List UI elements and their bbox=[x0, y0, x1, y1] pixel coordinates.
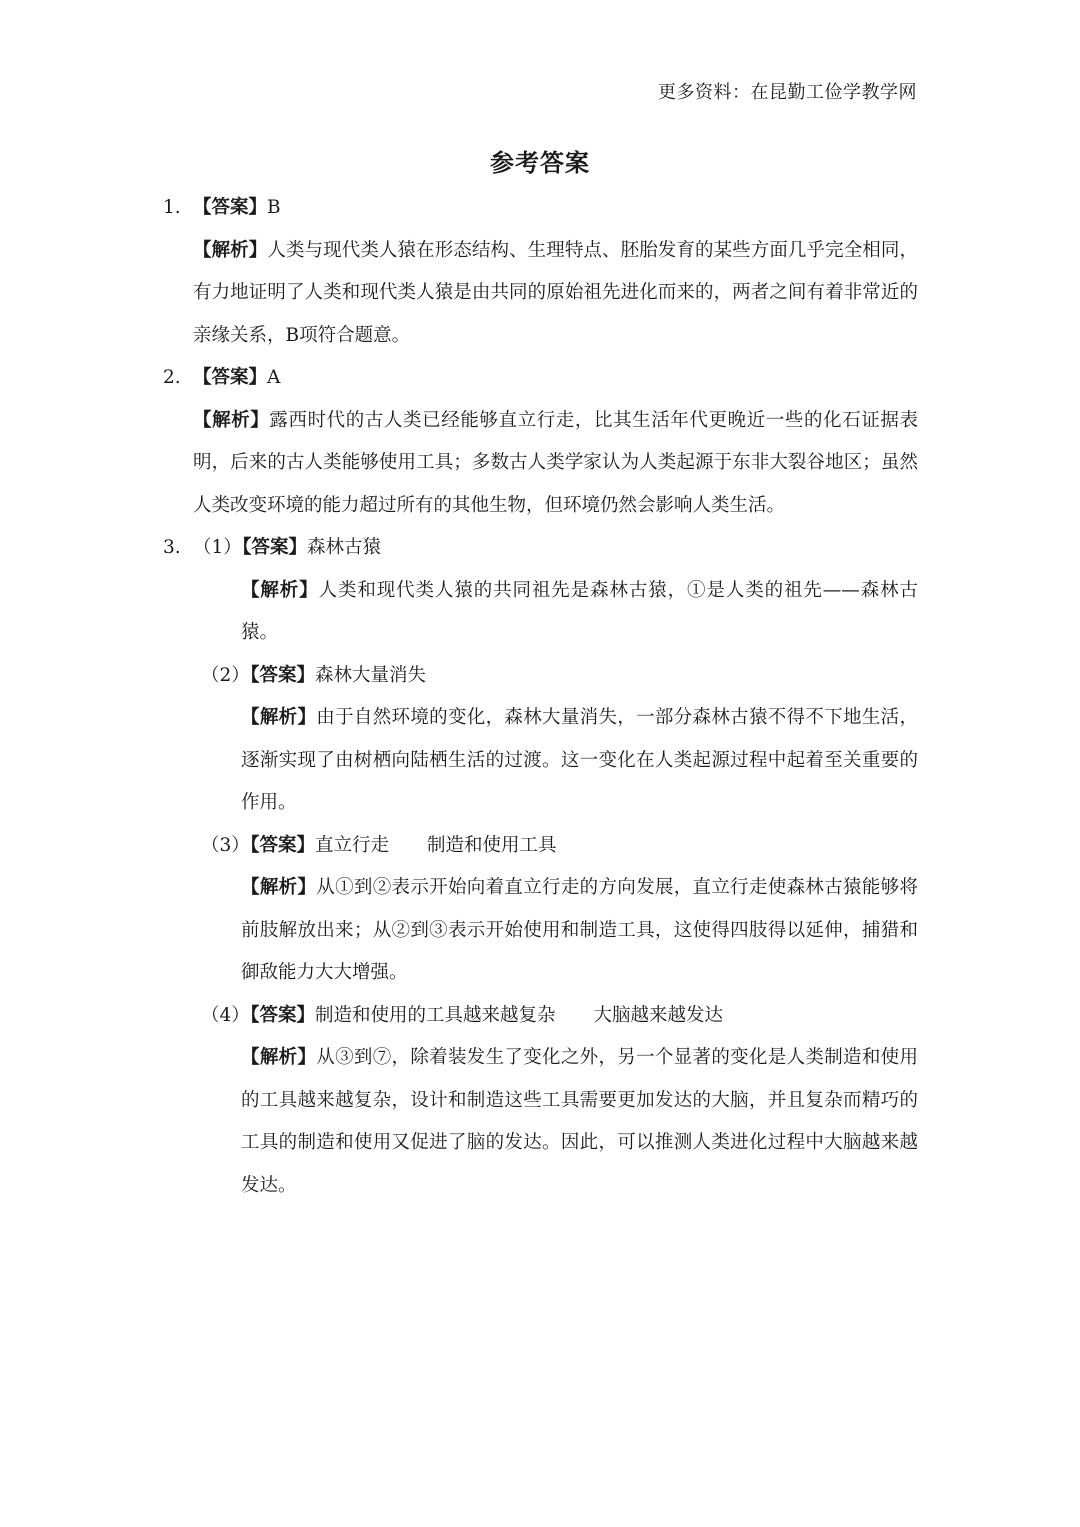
answer-label: 【答案】 bbox=[241, 664, 316, 686]
analysis-text: 由于自然环境的变化，森林大量消失，一部分森林古猿不得不下地生活，逐渐实现了由树栖向陆栖生活的过渡。这一变化在人类起源过程中起着至关重要的作用。 bbox=[241, 707, 918, 813]
sub-question-number: （2） bbox=[201, 664, 250, 686]
analysis-text: 从①到②表示开始向着直立行走的方向发展，直立行走使森林古猿能够将前肢解放出来；从②到③表示开始使用和制造工具，这使得四肢得以延伸，捕猎和御敌能力大大增强。 bbox=[241, 877, 918, 983]
question-1-answer-line bbox=[163, 187, 918, 230]
analysis-label: 【解析】 bbox=[193, 409, 270, 431]
analysis-label: 【解析】 bbox=[193, 239, 268, 261]
answer-label: 【答案】 bbox=[193, 367, 268, 388]
question-3-part-2-analysis bbox=[201, 697, 918, 825]
analysis-label: 【解析】 bbox=[241, 1047, 317, 1068]
question-number: 2. bbox=[163, 367, 181, 388]
question-3-part-4-analysis bbox=[201, 1037, 918, 1207]
answer-value: A bbox=[267, 367, 281, 388]
answer-value-2: 大脑越来越发达 bbox=[593, 1004, 724, 1026]
answer-value: 制造和使用的工具越来越复杂 bbox=[315, 1004, 556, 1026]
analysis-text: 人类和现代类人猿的共同祖先是森林古猿，①是人类的祖先——森林古猿。 bbox=[241, 579, 918, 643]
answer-value: 森林大量消失 bbox=[315, 664, 427, 686]
answer-label: 【答案】 bbox=[193, 197, 268, 218]
analysis-label: 【解析】 bbox=[241, 877, 317, 898]
question-2 bbox=[163, 357, 918, 527]
analysis-text: 露西时代的古人类已经能够直立行走，比其生活年代更晚近一些的化石证据表明，后来的古人类能够使用工具；多数古人类学家认为人类起源于东非大裂谷地区；虽然人类改变环境的能力超过所有的其他生物，但环境仍然会影响人类生活。 bbox=[193, 409, 918, 516]
sub-question-number: （4） bbox=[201, 1004, 250, 1026]
header-note: 更多资料：在昆勤工俭学教学网 bbox=[658, 82, 917, 103]
analysis-label: 【解析】 bbox=[241, 707, 317, 728]
question-1 bbox=[163, 187, 918, 357]
question-3-part-1-analysis bbox=[201, 570, 918, 655]
answer-label: 【答案】 bbox=[241, 834, 316, 856]
page-title: 参考答案 bbox=[490, 149, 590, 177]
question-3-part-2-answer-line bbox=[201, 655, 918, 698]
answer-label: 【答案】 bbox=[233, 537, 308, 558]
question-1-analysis bbox=[163, 230, 918, 358]
sub-question-number: （3） bbox=[201, 834, 250, 856]
answer-value: 森林古猿 bbox=[307, 537, 382, 558]
answer-value-2: 制造和使用工具 bbox=[427, 834, 557, 856]
question-3-part-4-answer-line bbox=[201, 995, 918, 1038]
answer-value: B bbox=[267, 197, 281, 218]
sub-question-number: （1） bbox=[193, 537, 242, 558]
answer-content bbox=[163, 187, 918, 1207]
analysis-text: 人类与现代类人猿在形态结构、生理特点、胚胎发育的某些方面几乎完全相同，有力地证明了人类和现代类人猿是由共同的原始祖先进化而来的，两者之间有着非常近的亲缘关系，B项符合题意。 bbox=[193, 239, 918, 346]
answer-value: 直立行走 bbox=[315, 834, 390, 856]
question-number: 1. bbox=[163, 197, 181, 218]
question-2-analysis bbox=[163, 400, 918, 528]
question-number: 3. bbox=[163, 537, 181, 558]
analysis-label: 【解析】 bbox=[241, 579, 319, 601]
question-3 bbox=[163, 527, 918, 1207]
analysis-text: 从③到⑦，除着装发生了变化之外，另一个显著的变化是人类制造和使用的工具越来越复杂，设计和制造这些工具需要更加发达的大脑，并且复杂而精巧的工具的制造和使用又促进了脑的发达。因此，可以推测人类进化过程中大脑越来越发达。 bbox=[241, 1047, 918, 1196]
question-2-answer-line bbox=[163, 357, 918, 400]
question-3-part-3-analysis bbox=[201, 867, 918, 995]
answer-label: 【答案】 bbox=[241, 1004, 316, 1026]
question-3-part-1-answer-line bbox=[163, 527, 918, 570]
question-3-part-3-answer-line bbox=[201, 825, 918, 868]
